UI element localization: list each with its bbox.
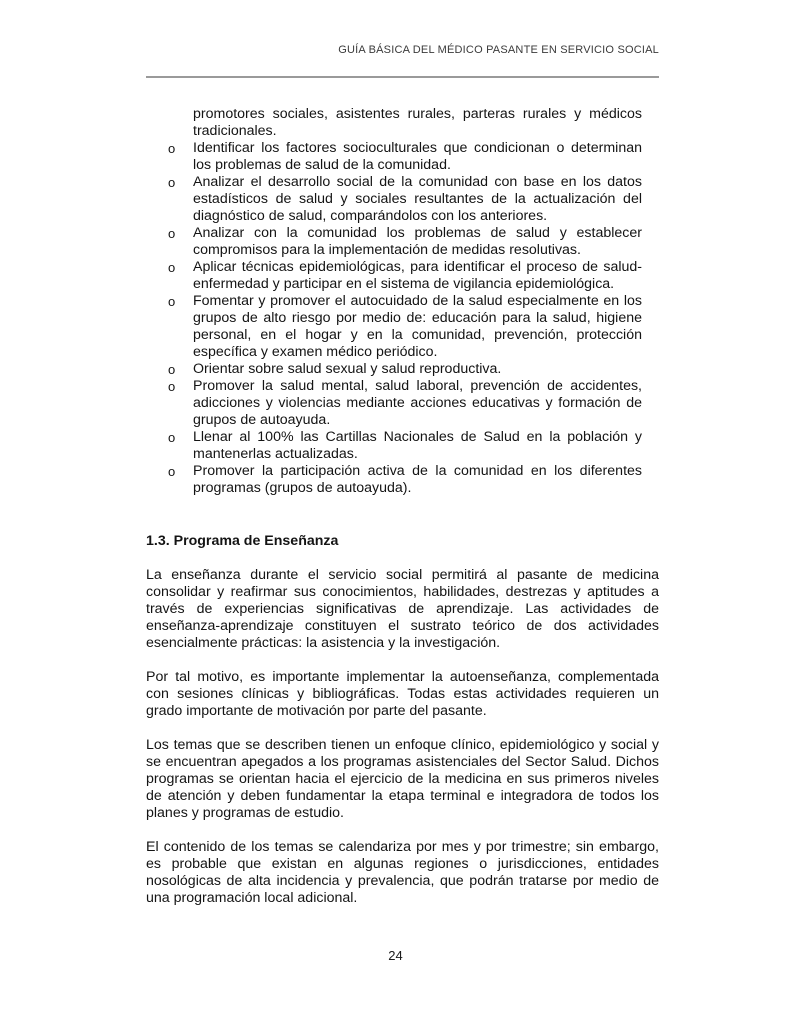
- bullet-marker: o: [168, 226, 176, 241]
- list-item-text: Aplicar técnicas epidemiológicas, para identificar el proceso de salud-enfermedad y participar en el sistema de vigilancia epidemiológica.: [193, 259, 642, 292]
- list-item: [162, 225, 642, 259]
- list-item-continuation: promotores sociales, asistentes rurales, parteras rurales y médicos tradicionales.: [193, 106, 642, 139]
- running-header: GUÍA BÁSICA DEL MÉDICO PASANTE EN SERVICIO SOCIAL: [338, 44, 659, 56]
- list-item: [162, 259, 642, 293]
- paragraph: Los temas que se describen tienen un enfoque clínico, epidemiológico y social y se encuentran apegados a los programas asistenciales del Sector Salud. Dichos programas se orientan hacia el ejercicio de la medicina en sus primeros niveles de atención y deben fundamentar la etapa terminal e integradora de todos los planes y programas de estudio.: [146, 737, 659, 821]
- bullet-list: [162, 106, 642, 497]
- list-item-text: Fomentar y promover el autocuidado de la salud especialmente en los grupos de alto riesgo por medio de: educación para la salud, higiene personal, en el hogar y en la comunidad, prevención, protección específica y examen médico periódico.: [193, 293, 642, 360]
- list-item-text: Orientar sobre salud sexual y salud reproductiva.: [193, 361, 502, 377]
- bullet-marker: o: [168, 379, 176, 394]
- list-item-text: Llenar al 100% las Cartillas Nacionales de Salud en la población y mantenerlas actualizadas.: [193, 429, 642, 462]
- paragraph: Por tal motivo, es importante implementar la autoenseñanza, complementada con sesiones clínicas y bibliográficas. Todas estas actividades requieren un grado importante de motivación por parte del pasante.: [146, 669, 659, 719]
- list-item-text: Identificar los factores socioculturales que condicionan o determinan los problemas de salud de la comunidad.: [193, 140, 642, 173]
- header-divider: [146, 76, 659, 78]
- bullet-marker: o: [168, 430, 176, 445]
- paragraph: El contenido de los temas se calendariza por mes y por trimestre; sin embargo, es probable que existan en algunas regiones o jurisdicciones, entidades nosológicas de alta incidencia y prevalencia, que podrán tratarse por medio de una programación local adicional.: [146, 839, 659, 906]
- list-item: [162, 429, 642, 463]
- list-item: [162, 463, 642, 497]
- bullet-marker: o: [168, 175, 176, 190]
- bullet-marker: o: [168, 141, 176, 156]
- list-item-text: Analizar el desarrollo social de la comunidad con base en los datos estadísticos de salud y sociales resultantes de la actualización del diagnóstico de salud, comparándolos con los anteriores.: [193, 174, 642, 224]
- bullet-marker: o: [168, 294, 176, 309]
- list-item: [162, 361, 642, 378]
- bullet-marker: o: [168, 464, 176, 479]
- paragraph: La enseñanza durante el servicio social permitirá al pasante de medicina consolidar y reafirmar sus conocimientos, habilidades, destrezas y aptitudes a través de experiencias significativas de aprendizaje. Las actividades de enseñanza-aprendizaje constituyen el sustrato teórico de dos actividades esencialmente prácticas: la asistencia y la investigación.: [146, 567, 659, 651]
- bullet-marker: o: [168, 362, 176, 377]
- bullet-marker: o: [168, 260, 176, 275]
- list-item-text: Analizar con la comunidad los problemas de salud y establecer compromisos para la implementación de medidas resolutivas.: [193, 225, 642, 258]
- list-item: [162, 293, 642, 361]
- list-item-text: Promover la salud mental, salud laboral, prevención de accidentes, adicciones y violencias mediante acciones educativas y formación de grupos de autoayuda.: [193, 378, 642, 428]
- list-item: [162, 140, 642, 174]
- page-number: 24: [388, 948, 403, 963]
- list-item: [162, 378, 642, 429]
- list-item: [162, 174, 642, 225]
- section-heading: 1.3. Programa de Enseñanza: [146, 533, 339, 549]
- list-item-text: Promover la participación activa de la comunidad en los diferentes programas (grupos de autoayuda).: [193, 463, 642, 496]
